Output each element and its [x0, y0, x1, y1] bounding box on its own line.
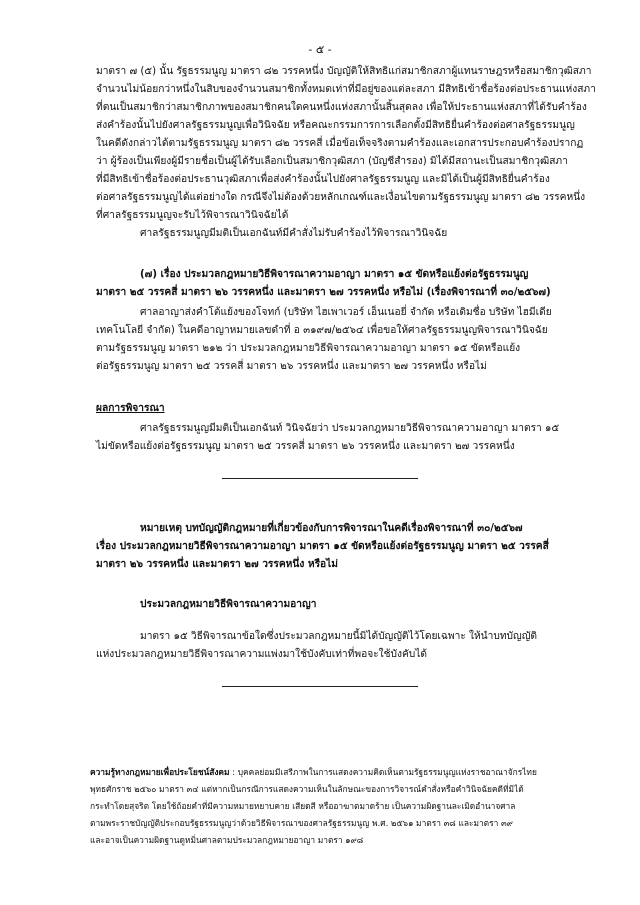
paragraph-line: มาตรา ๗ (๕) นั้น รัฐธรรมนูญ มาตรา ๘๒ วรรคหนึ่ง บัญญัติให้สิทธิแก่สมาชิกสภาผู้แทนราษฎรหรือสมาชิกวุฒิสภา	[96, 66, 592, 77]
footnote-line: กระทำโดยสุจริต โดยใช้ถ้อยคำที่มีความหมายหยาบคาย เสียดสี หรืออาฆาตมาดร้าย เป็นความผิดฐานละเมิดอำนาจศาล	[90, 801, 516, 811]
statute-line: มาตรา ๑๕ วิธีพิจารณาข้อใดซึ่งประมวลกฎหมายนี้มิได้บัญญัติไว้โดยเฉพาะ ให้นำบทบัญญัติ	[140, 631, 537, 642]
paragraph-line: ส่งคำร้องนั้นไปยังศาลรัฐธรรมนูญเพื่อวินิจฉัย หรือคณะกรรมการการเลือกตั้งมีสิทธิยื่นคำร้องต่อศาลรัฐธรรมนูญ	[96, 120, 575, 131]
paragraph-line: ที่มีสิทธิเข้าชื่อร้องต่อประธานวุฒิสภาเพื่อส่งคำร้องนั้นไปยังศาลรัฐธรรมนูญ และมิได้เป็นผู้มีสิทธิยื่นคำร้อง	[96, 174, 550, 185]
paragraph-line: ศาลรัฐธรรมนูญมีมติเป็นเอกฉันท์ วินิจฉัยว่า ประมวลกฎหมายวิธีพิจารณาความอาญา มาตรา ๑๕	[140, 423, 560, 434]
case-heading: (๗) เรื่อง ประมวลกฎหมายวิธีพิจารณาความอาญา มาตรา ๑๕ ขัดหรือแย้งต่อรัฐธรรมนูญ	[140, 269, 529, 280]
paragraph-line: ที่ตนเป็นสมาชิกว่าสมาชิกภาพของสมาชิกคนใดคนหนึ่งแห่งสภานั้นสิ้นสุดลง เพื่อให้ประธานแห่งสภาที่ได้รับคำร้อง	[96, 102, 587, 113]
remark-heading: หมายเหตุ บทบัญญัติกฎหมายที่เกี่ยวข้องกับการพิจารณาในคดีเรื่องพิจารณาที่ ๓๐/๒๕๖๗	[140, 523, 523, 534]
footnote-line: พุทธศักราช ๒๕๖๐ มาตรา ๓๔ แต่หากเป็นกรณีการแสดงความเห็นในลักษณะของการวิจารณ์คำสั่งหรือคำวินิจฉัยคดีที่มิได้	[90, 784, 524, 794]
footnote-text: : บุคคลย่อมมีเสรีภาพในการแสดงความคิดเห็นตามรัฐธรรมนูญแห่งราชอาณาจักรไทย	[232, 767, 537, 777]
footnote-line: และอาจเป็นความผิดฐานดูหมิ่นศาลตามประมวลกฎหมายอาญา มาตรา ๑๙๘	[90, 835, 364, 845]
footnote-label: ความรู้ทางกฎหมายเพื่อประโยชน์สังคม	[90, 767, 230, 777]
paragraph-line: เทคโนโลยี จำกัด) ในคดีอาญาหมายเลขดำที่ อ ๓๑๙๗/๒๕๖๔ เพื่อขอให้ศาลรัฐธรรมนูญพิจารณาวินิจฉัย	[96, 325, 548, 336]
footnote-line	[90, 764, 537, 780]
paragraph-line: ต่อศาลรัฐธรรมนูญได้แต่อย่างใด กรณีจึงไม่ต้องด้วยหลักเกณฑ์และเงื่อนไขตามรัฐธรรมนูญ มาตรา ๘๒ วรรคหนึ่ง	[96, 192, 586, 203]
paragraph-line: ต่อรัฐธรรมนูญ มาตรา ๒๕ วรรคสี่ มาตรา ๒๖ วรรคหนึ่ง และมาตรา ๒๗ วรรคหนึ่ง หรือไม่	[96, 361, 487, 372]
code-title: ประมวลกฎหมายวิธีพิจารณาความอาญา	[140, 599, 317, 610]
divider	[222, 478, 418, 479]
conclusion-line: ศาลรัฐธรรมนูญมีมติเป็นเอกฉันท์มีคำสั่งไม่รับคำร้องไว้พิจารณาวินิจฉัย	[140, 228, 448, 239]
paragraph-line: ตามรัฐธรรมนูญ มาตรา ๒๑๒ ว่า ประมวลกฎหมายวิธีพิจารณาความอาญา มาตรา ๑๕ ขัดหรือแย้ง	[96, 343, 521, 354]
footnote-line: ตามพระราชบัญญัติประกอบรัฐธรรมนูญว่าด้วยวิธีพิจารณาของศาลรัฐธรรมนูญ พ.ศ. ๒๕๖๑ มาตรา ๓๘ และมาตรา ๓๙	[90, 818, 513, 828]
divider	[222, 686, 418, 687]
page-number: - ๕ -	[308, 43, 332, 56]
case-heading: มาตรา ๒๕ วรรคสี่ มาตรา ๒๖ วรรคหนึ่ง และมาตรา ๒๗ วรรคหนึ่ง หรือไม่ (เรื่องพิจารณาที่ ๓๐/๒๕๖๗)	[96, 287, 551, 298]
paragraph-line: ศาลอาญาส่งคำโต้แย้งของโจทก์ (บริษัท ไฮเพาเวอร์ เอ็นเนอยี่ จำกัด หรือเดิมชื่อ บริษัท ไฮมีเดีย	[140, 307, 552, 318]
paragraph-line: จำนวนไม่น้อยกว่าหนึ่งในสิบของจำนวนสมาชิกทั้งหมดเท่าที่มีอยู่ของแต่ละสภา มีสิทธิเข้าชื่อร้องต่อประธานแห่งสภา	[96, 84, 596, 95]
paragraph-line: ว่า ผู้ร้องเป็นเพียงผู้มีรายชื่อเป็นผู้ได้รับเลือกเป็นสมาชิกวุฒิสภา (บัญชีสำรอง) มิได้มีสถานะเป็นสมาชิกวุฒิสภา	[96, 156, 568, 167]
paragraph-line: ที่ศาลรัฐธรรมนูญจะรับไว้พิจารณาวินิจฉัยได้	[96, 210, 289, 221]
remark-heading: เรื่อง ประมวลกฎหมายวิธีพิจารณาความอาญา มาตรา ๑๕ ขัดหรือแย้งต่อรัฐธรรมนูญ มาตรา ๒๕ วรรคสี่	[96, 541, 549, 552]
remark-heading: มาตรา ๒๖ วรรคหนึ่ง และมาตรา ๒๗ วรรคหนึ่ง หรือไม่	[96, 559, 339, 570]
paragraph-line: ในคดีดังกล่าวได้ตามรัฐธรรมนูญ มาตรา ๘๒ วรรคสี่ เมื่อข้อเท็จจริงตามคำร้องและเอกสารประกอบคำร้องปรากฏ	[96, 138, 584, 149]
statute-line: แห่งประมวลกฎหมายวิธีพิจารณาความแพ่งมาใช้บังคับเท่าที่พอจะใช้บังคับได้	[96, 649, 427, 660]
paragraph-line: ไม่ขัดหรือแย้งต่อรัฐธรรมนูญ มาตรา ๒๕ วรรคสี่ มาตรา ๒๖ วรรคหนึ่ง และมาตรา ๒๗ วรรคหนึ่ง	[96, 441, 515, 452]
result-heading: ผลการพิจารณา	[96, 403, 165, 414]
